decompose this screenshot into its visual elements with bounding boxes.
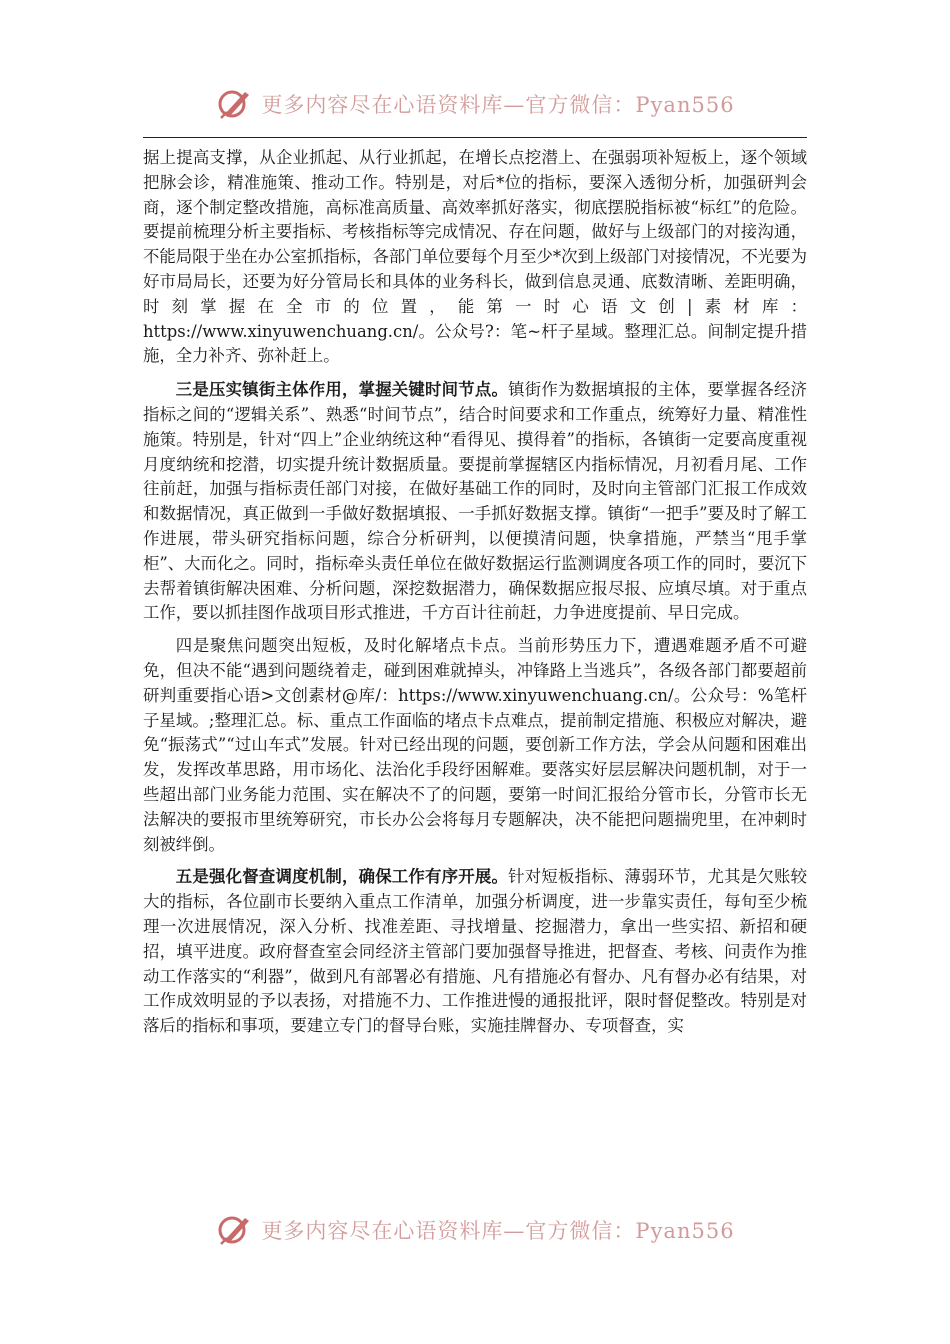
paragraph-four	[143, 634, 807, 857]
paragraph-five	[143, 865, 807, 1039]
paragraph-continuation	[143, 146, 807, 369]
paragraph-heading: 三是压实镇街主体作用，掌握关键时间节点。	[175, 380, 509, 400]
paragraph-body: 镇街作为数据填报的主体，要掌握各经济指标之间的“逻辑关系”、熟悉“时间节点”，结合时间要求和工作重点，统筹好力量、精准性施策。特别是，针对“四上”企业纳统这种“看得见、摸得着”的指标，各镇街一定要高度重视月度纳统和挖潜，切实提升统计数据质量。要提前掌握辖区内指标情况，月初看月尾、工作往前赶，加强与指标责任部门对接，在做好基础工作的同时，及时向主管部门汇报工作成效和数据情况，真正做到一手做好数据填报、一手抓好数据支撑。镇街“一把手”要及时了解工作进展，带头研究指标问题，综合分析研判，以便摸清问题，快拿措施，严禁当“甩手掌柜”、大而化之。同时，指标牵头责任单位在做好数据运行监测调度各项工作的同时，要沉下去帮着镇街解决困难、分析问题，深挖数据潜力，确保数据应报尽报、应填尽填。对于重点工作，要以抓挂图作战项目形式推进，千方百计往前赶，力争进度提前、早日完成。	[143, 380, 808, 623]
footer-watermark	[0, 1208, 950, 1252]
paragraph-body: 据上提高支撑，从企业抓起、从行业抓起，在增长点挖潜上、在强弱项补短板上，逐个领域把脉会诊，精准施策、推动工作。特别是，对后*位的指标，要深入透彻分析，加强研判会商，逐个制定整改措施，高标准高质量、高效率抓好落实，彻底摆脱指标被“标红”的危险。要提前梳理分析主要指标、考核指标等完成情况、存在问题，做好与上级部门的对接沟通，不能局限于坐在办公室抓指标，各部门单位要每个月至少*次到上级部门对接情况，不光要为好市局局长，还要为好分管局长和具体的业务科长，做到信息灵通、底数清晰、差距明确，时刻掌握在全市的位置，能第一时心语文创|素材库：https://www.xinyuwenchuang.cn/。公众号?：笔~杆子星域。整理汇总。间制定提升措施，全力补齐、弥补赶上。	[143, 148, 807, 366]
pen-logo-icon	[215, 1210, 255, 1250]
header-rule	[143, 137, 807, 138]
watermark-text: 更多内容尽在心语资料库—官方微信：Pyan556	[261, 1219, 735, 1243]
pen-logo-icon	[215, 84, 255, 124]
paragraph-body: 四是聚焦问题突出短板，及时化解堵点卡点。当前形势压力下，遭遇难题矛盾不可避免，但决不能“遇到问题绕着走，碰到困难就掉头，冲锋路上当逃兵”，各级各部门都要超前研判重要指心语>文创素材@库/：https://www.xinyuwenchuang.cn/。公众号：%笔杆子星域。;整理汇总。标、重点工作面临的堵点卡点难点，提前制定措施、积极应对解决，避免“振荡式”“过山车式”发展。针对已经出现的问题，要创新工作方法，学会从问题和困难出发，发挥改革思路，用市场化、法治化手段纾困解难。要落实好层层解决问题机制，对于一些超出部门业务能力范围、实在解决不了的问题，要第一时间汇报给分管市长，分管市长无法解决的要报市里统筹研究，市长办公会将每月专题解决，决不能把问题揣兜里，在冲刺时刻被绊倒。	[143, 636, 807, 854]
paragraph-heading: 五是强化督查调度机制，确保工作有序开展。	[175, 867, 509, 887]
header-watermark	[0, 82, 950, 126]
document-body	[143, 146, 807, 1047]
paragraph-three	[143, 378, 807, 626]
paragraph-body: 针对短板指标、薄弱环节，尤其是欠账较大的指标，各位副市长要纳入重点工作清单，加强分析调度，进一步靠实责任，每旬至少梳理一次进展情况，深入分析、找准差距、寻找增量、挖掘潜力，拿出一些实招、新招和硬招，填平进度。政府督查室会同经济主管部门要加强督导推进，把督查、考核、问责作为推动工作落实的“利器”，做到凡有部署必有措施、凡有措施必有督办、凡有督办必有结果，对工作成效明显的予以表扬，对措施不力、工作推进慢的通报批评，限时督促整改。特别是对落后的指标和事项，要建立专门的督导台账，实施挂牌督办、专项督查，实	[143, 867, 808, 1036]
watermark-text: 更多内容尽在心语资料库—官方微信：Pyan556	[261, 93, 735, 117]
